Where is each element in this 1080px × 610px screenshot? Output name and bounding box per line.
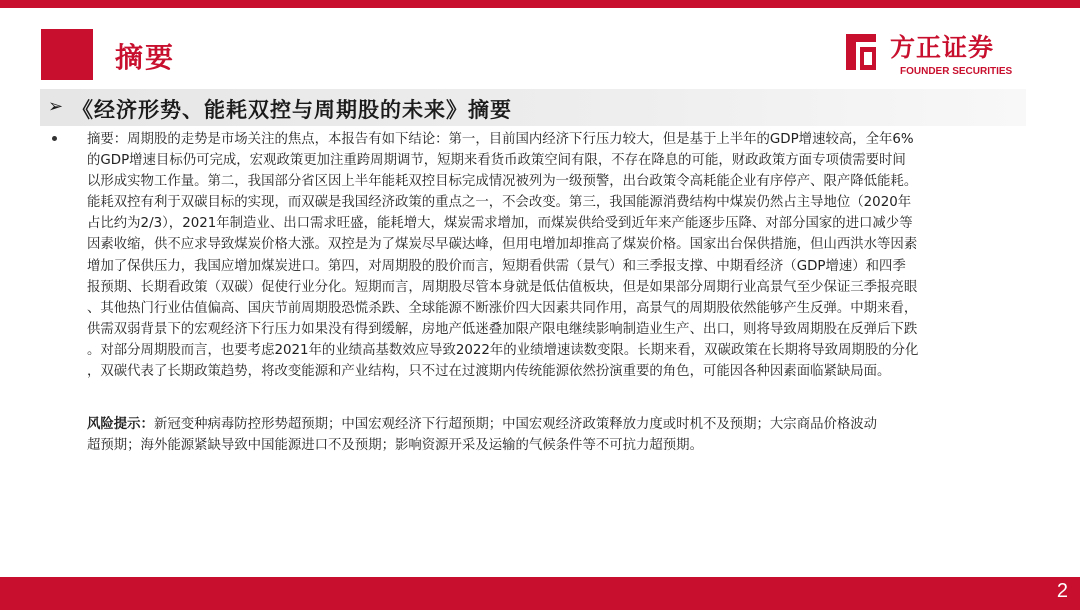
bullet-dot-icon [52, 136, 57, 141]
risk-text: 新冠变种病毒防控形势超预期；中国宏观经济下行超预期；中国宏观经济政策释放力度或时机不及预期；大宗商品价格波动 [153, 417, 878, 432]
founder-logo-icon [842, 30, 882, 74]
summary-paragraph [87, 129, 1022, 382]
summary-line: 因素收缩，供不应求导致煤炭价格大涨。双控是为了煤炭尽早碳达峰，但用电增加却推高了煤炭价格。国家出台保供措施，但山西洪水等因素 [87, 237, 918, 253]
summary-line: 占比约为2/3），2021年制造业、出口需求旺盛，能耗增大，煤炭需求增加，而煤炭供给受到近年来产能逐步压降、对部分国家的进口减少等 [87, 216, 913, 232]
risk-label: 风险提示： [87, 417, 154, 432]
risk-warning [87, 414, 1022, 456]
summary-line: 报预期、长期看政策（双碳）促使行业分化。短期而言，周期股尽管本身就是低估值板块，但是如果部分周期行业高景气至少保证三季报亮眼 [87, 279, 918, 295]
summary-line: 增加了保供压力，我国应增加煤炭进口。第四，对周期股的股价而言，短期看供需（景气）和三季报支撑、中期看经济（GDP增速）和四季 [87, 258, 906, 274]
arrow-bullet-icon: ➢ [48, 96, 64, 117]
summary-line: 。对部分周期股而言，也要考虑2021年的业绩高基数效应导致2022年的业绩增速读数变限。长期来看，双碳政策在长期将导致周期股的分化 [87, 342, 919, 358]
summary-line: 摘要：周期股的走势是市场关注的焦点，本报告有如下结论：第一，目前国内经济下行压力较大，但是基于上半年的GDP增速较高，全年6% [87, 132, 914, 147]
summary-line: 以形成实物工作量。第二，我国部分省区因上半年能耗双控目标完成情况被列为一级预警，出台政策令高耗能企业有序停产、限产降低能耗。 [87, 174, 918, 190]
summary-line: 供需双弱背景下的宏观经济下行压力如果没有得到缓解，房地产低迷叠加限产限电继续影响制造业生产、出口，则将导致周期股在反弹后下跌 [87, 321, 918, 337]
page-title: 摘要 [115, 41, 176, 74]
page-number: 2 [1056, 580, 1068, 602]
company-logo [842, 28, 1032, 80]
summary-line: 、其他热门行业估值偏高、国庆节前周期股恐慌杀跌、全球能源不断涨价四大因素共同作用，高景气的周期股依然能够产生反弹。中期来看， [87, 300, 918, 316]
logo-name-en: FOUNDER SECURITIES [900, 66, 1013, 77]
summary-line: ，双碳代表了长期政策趋势，将改变能源和产业结构，只不过在过渡期内传统能源依然扮演重要的角色，可能因各种因素面临紧缺局面。 [87, 364, 891, 380]
risk-line: 超预期；海外能源紧缺导致中国能源进口不及预期；影响资源开采及运输的气候条件等不可抗力超预期。 [87, 438, 703, 454]
risk-line [87, 414, 1022, 435]
subtitle-text: 《经济形势、能耗双控与周期股的未来》摘要 [72, 98, 512, 122]
summary-line: 的GDP增速目标仍可完成，宏观政策更加注重跨周期调节，短期来看货币政策空间有限，不存在降息的可能，财政政策方面专项债需要时间 [87, 153, 906, 169]
footer-bar [0, 577, 1080, 610]
logo-name-cn: 方正证券 [890, 33, 995, 62]
summary-line: 能耗双控有利于双碳目标的实现，而双碳是我国经济政策的重点之一，不会改变。第三，我国能源消费结构中煤炭仍然占主导地位（2020年 [87, 195, 912, 211]
title-accent-block [41, 29, 93, 80]
subtitle-bar [40, 89, 1026, 126]
top-rule [0, 0, 1080, 8]
